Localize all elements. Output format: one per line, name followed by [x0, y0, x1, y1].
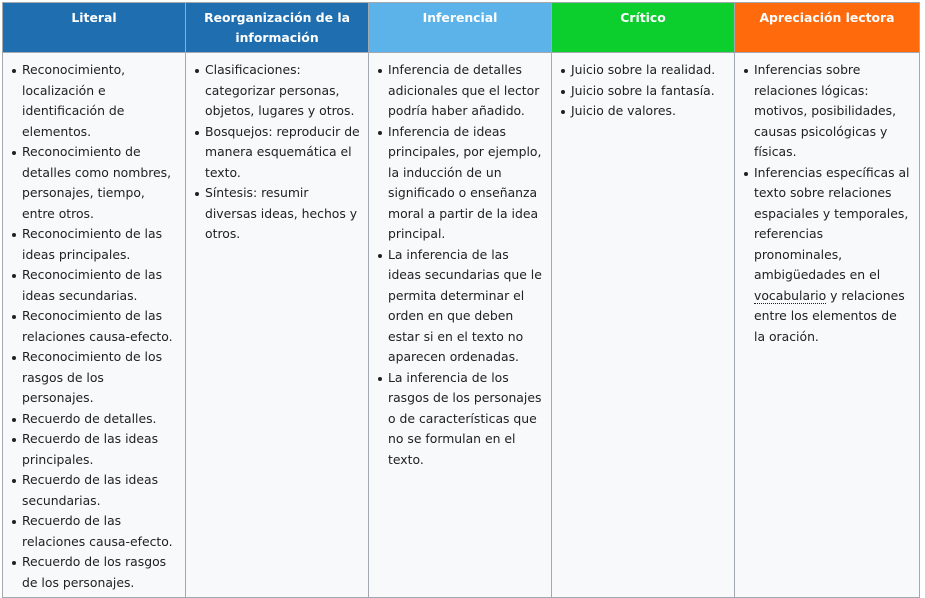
list-apreciacion — [743, 60, 911, 347]
list-item: Reconocimiento de las ideas secundarias. — [22, 265, 177, 306]
list-item: Inferencia de detalles adicionales que el lector podría haber añadido. — [388, 60, 543, 122]
list-item: Reconocimiento de detalles como nombres, personajes, tiempo, entre otros. — [22, 142, 177, 224]
list-item: Inferencia de ideas principales, por ejemplo, la inducción de un significado o enseñanza moral a partir de la idea principal. — [388, 122, 543, 245]
header-apreciacion: Apreciación lectora — [735, 3, 920, 53]
list-critico — [560, 60, 726, 122]
list-item: Recuerdo de los rasgos de los personajes. — [22, 552, 177, 593]
cell-literal — [3, 53, 186, 598]
list-item: Recuerdo de las relaciones causa-efecto. — [22, 511, 177, 552]
list-item-text: Inferencias específicas al texto sobre relaciones espaciales y temporales, referencias pronominales, ambigüedades en el — [754, 164, 910, 282]
list-inferencial — [377, 60, 543, 470]
header-inferencial: Inferencial — [369, 3, 552, 53]
list-item: Recuerdo de detalles. — [22, 409, 177, 430]
cell-apreciacion — [735, 53, 920, 598]
list-item: Reconocimiento de los rasgos de los personajes. — [22, 347, 177, 409]
header-reorganizacion: Reorganización de la información — [186, 3, 369, 53]
list-item: Reconocimiento, localización e identificación de elementos. — [22, 60, 177, 142]
list-item: La inferencia de los rasgos de los personajes o de características que no se formulan en el texto. — [388, 368, 543, 471]
list-item — [754, 163, 911, 348]
vocabulario-link[interactable]: vocabulario — [754, 287, 827, 303]
header-critico: Crítico — [552, 3, 735, 53]
list-item: Reconocimiento de las relaciones causa-efecto. — [22, 306, 177, 347]
list-reorganizacion — [194, 60, 360, 245]
list-item: Recuerdo de las ideas principales. — [22, 429, 177, 470]
list-item: Síntesis: resumir diversas ideas, hechos y otros. — [205, 183, 360, 245]
header-row — [3, 3, 920, 53]
content-row — [3, 53, 920, 598]
list-item: La inferencia de las ideas secundarias que le permita determinar el orden en que deben estar si en el texto no aparecen ordenadas. — [388, 245, 543, 368]
list-item: Inferencias sobre relaciones lógicas: motivos, posibilidades, causas psicológicas y físicas. — [754, 60, 911, 163]
list-literal — [11, 60, 177, 593]
cell-reorganizacion — [186, 53, 369, 598]
list-item: Bosquejos: reproducir de manera esquemática el texto. — [205, 122, 360, 184]
cell-critico — [552, 53, 735, 598]
list-item: Clasificaciones: categorizar personas, objetos, lugares y otros. — [205, 60, 360, 122]
list-item: Juicio sobre la realidad. — [571, 60, 726, 81]
list-item: Recuerdo de las ideas secundarias. — [22, 470, 177, 511]
list-item: Reconocimiento de las ideas principales. — [22, 224, 177, 265]
header-literal: Literal — [3, 3, 186, 53]
list-item-text: y relaciones entre los elementos de la oración. — [754, 287, 905, 344]
list-item: Juicio sobre la fantasía. — [571, 81, 726, 102]
list-item: Juicio de valores. — [571, 101, 726, 122]
reading-comprehension-levels-table — [2, 2, 920, 598]
cell-inferencial — [369, 53, 552, 598]
